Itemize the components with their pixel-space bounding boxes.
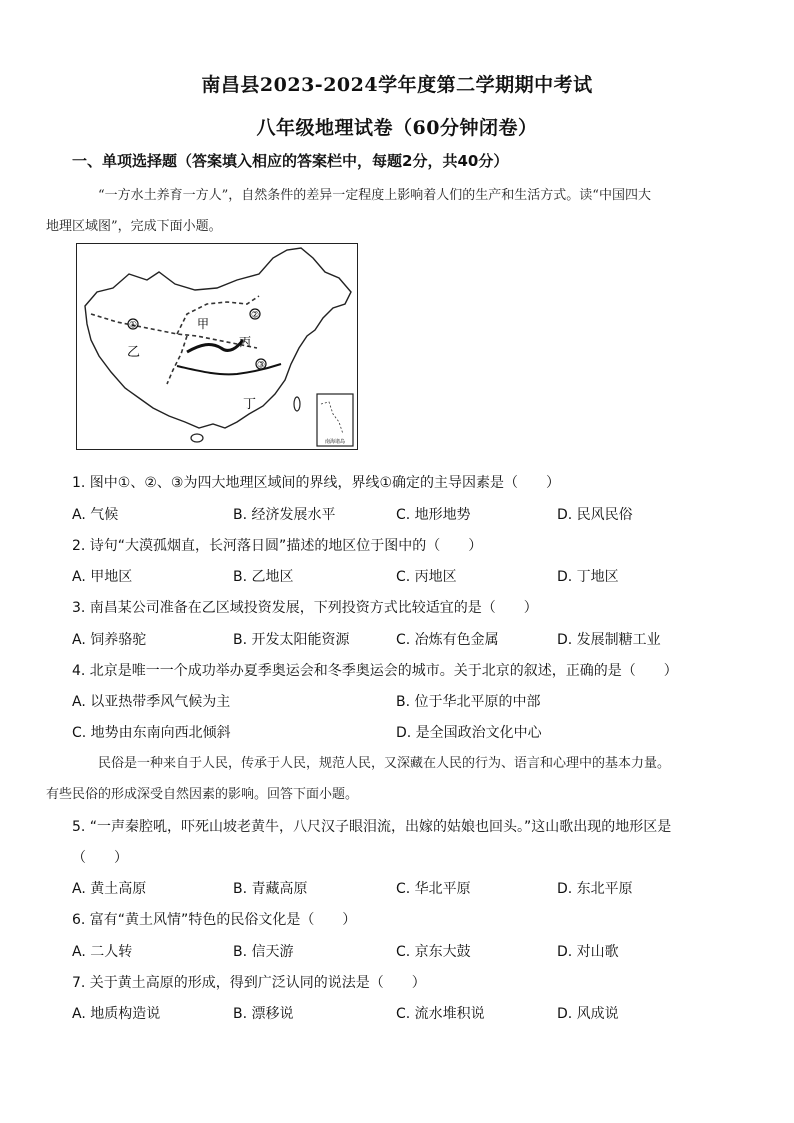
- q4-option-c: C. 地势由东南向西北倾斜: [72, 725, 231, 741]
- q7-option-c: C. 流水堆积说: [396, 1006, 485, 1022]
- region-label-bing: 丙: [239, 335, 252, 349]
- intro2-line2: 有些民俗的形成深受自然因素的影响。回答下面小题。: [46, 787, 359, 802]
- q6-option-c: C. 京东大鼓: [396, 944, 471, 960]
- q4-option-a: A. 以亚热带季风气候为主: [72, 694, 231, 710]
- label-circle-1: ①: [128, 320, 138, 331]
- q2-option-b: B. 乙地区: [233, 569, 294, 585]
- q1-option-a: A. 气候: [72, 507, 119, 523]
- label-circle-2: ②: [250, 310, 260, 321]
- exam-title: 南昌县2023-2024学年度第二学期期中考试: [201, 74, 593, 96]
- section-heading: 一、单项选择题（答案填入相应的答案栏中，每题2分，共40分）: [72, 152, 509, 170]
- q1-option-b: B. 经济发展水平: [233, 507, 336, 523]
- q3-option-d: D. 发展制糖工业: [557, 632, 661, 648]
- boundary-2-line: [91, 296, 259, 334]
- china-outline: [85, 248, 351, 428]
- question-6: 6. 富有“黄土风情”特色的民俗文化是（ ）: [72, 912, 357, 928]
- q5-option-b: B. 青藏高原: [233, 881, 308, 897]
- inset-label: 南海诸岛: [324, 439, 346, 445]
- q5-option-d: D. 东北平原: [557, 881, 633, 897]
- q7-option-a: A. 地质构造说: [72, 1006, 161, 1022]
- q2-option-d: D. 丁地区: [557, 569, 619, 585]
- hainan-island: [191, 434, 203, 442]
- q3-option-c: C. 冶炼有色金属: [396, 632, 499, 648]
- q5-option-a: A. 黄土高原: [72, 881, 147, 897]
- region-label-ding: 丁: [243, 397, 257, 412]
- exam-subtitle: 八年级地理试卷（60分钟闭卷）: [256, 117, 538, 139]
- q3-option-b: B. 开发太阳能资源: [233, 632, 350, 648]
- q6-option-a: A. 二人转: [72, 944, 133, 960]
- question-4: 4. 北京是唯一一个成功举办夏季奥运会和冬季奥运会的城市。关于北京的叙述，正确的是（ ）: [72, 663, 678, 679]
- question-7: 7. 关于黄土高原的形成，得到广泛认同的说法是（ ）: [72, 975, 426, 991]
- q6-option-d: D. 对山歌: [557, 944, 619, 960]
- intro2-line1: 民俗是一种来自于人民，传承于人民，规范人民，又深藏在人民的行为、语言和心理中的基本力量。: [98, 756, 671, 771]
- china-regions-map: [76, 243, 358, 450]
- q2-option-c: C. 丙地区: [396, 569, 457, 585]
- question-5-line2: （ ）: [72, 850, 128, 866]
- question-2: 2. 诗句“大漠孤烟直，长河落日圆”描述的地区位于图中的（ ）: [72, 538, 483, 554]
- region-label-yi: 乙: [127, 345, 141, 360]
- yellow-river: [187, 340, 243, 352]
- q6-option-b: B. 信天游: [233, 944, 294, 960]
- q7-option-d: D. 风成说: [557, 1006, 619, 1022]
- intro-paragraph-1: [46, 180, 732, 242]
- q3-option-a: A. 饲养骆驼: [72, 632, 147, 648]
- q4-option-d: D. 是全国政治文化中心: [396, 725, 542, 741]
- boundary-3-line: [167, 336, 187, 384]
- intro1-line2: 地理区域图”，完成下面小题。: [46, 219, 222, 234]
- q5-option-c: C. 华北平原: [396, 881, 471, 897]
- q7-option-b: B. 漂移说: [233, 1006, 294, 1022]
- question-5-line1: 5. “一声秦腔吼，吓死山坡老黄牛，八尺汉子眼泪流，出嫁的姑娘也回头。”这山歌出现的地形区是: [72, 819, 672, 835]
- question-3: 3. 南昌某公司准备在乙区域投资发展，下列投资方式比较适宜的是（ ）: [72, 600, 538, 616]
- map-svg: [77, 244, 357, 449]
- intro-paragraph-2: [46, 748, 732, 810]
- region-label-jia: 甲: [197, 317, 210, 331]
- question-1: 1. 图中①、②、③为四大地理区域间的界线，界线①确定的主导因素是（ ）: [72, 475, 561, 491]
- q2-option-a: A. 甲地区: [72, 569, 133, 585]
- intro1-line1: “一方水土养育一方人”，自然条件的差异一定程度上影响着人们的生产和生活方式。读“中国四大: [98, 188, 651, 203]
- q1-option-d: D. 民风民俗: [557, 507, 633, 523]
- taiwan-island: [294, 397, 300, 411]
- label-circle-3: ③: [256, 360, 266, 371]
- q1-option-c: C. 地形地势: [396, 507, 471, 523]
- q4-option-b: B. 位于华北平原的中部: [396, 694, 541, 710]
